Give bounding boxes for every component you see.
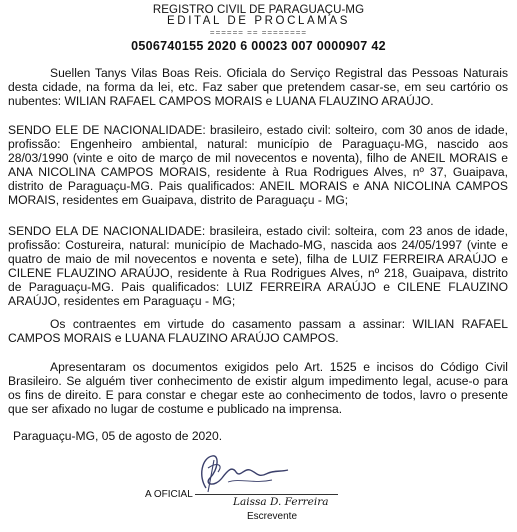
handwritten-signature <box>188 448 308 498</box>
stamp-role: Escrevente <box>247 511 298 522</box>
documents-paragraph: Apresentaram os documentos exigidos pelo Art. 1525 e incisos do Código Civil Brasileiro. Se alguém tiver conhecimento de existir algum impedimento legal, acuse-o para os fins de direito. E para constar e chegar este ao conhecimento de todos, lavro o presente que ser afixado no lugar de costume e publicado na imprensa. <box>8 360 508 416</box>
married-names-paragraph: Os contraentes em virtude do casamento passam a assinar: WILIAN RAFAEL CAMPOS MORAIS e LUANA FLAUZINO ARAÚJO CAMPOS. <box>8 317 508 345</box>
document-title: EDITAL DE PROCLAMAS <box>167 15 350 27</box>
title-underline: ====== == ======== <box>209 28 308 37</box>
registry-office-header: REGISTRO CIVIL DE PARAGUAÇU-MG <box>152 4 365 16</box>
groom-paragraph: SENDO ELE DE NACIONALIDADE: brasileiro, estado civil: solteiro, com 30 anos de idade, profissão: Engenheiro ambiental, natural: município de Paraguaçu-MG, nascido aos 28/03/1990 (vinte e oito de março de mil novecentos e noventa), filho de ANEIL MORAIS e ANA NICOLINA CAMPOS MORAIS, residente à Rua Rodrigues Alves, nº 37, Guaipava, distrito de Paraguaçu-MG. Pais qualificados: ANEIL MORAIS e ANA NICOLINA CAMPOS MORAIS, residentes em Guaipava, distrito de Paraguaçu - MG; <box>8 123 508 207</box>
intro-paragraph: Suellen Tanys Vilas Boas Reis. Oficiala do Serviço Registral das Pessoas Naturais desta cidade, na forma da lei, etc. Faz saber que pretendem casar-se, em seu cartório os nubentes: WILIAN RAFAEL CAMPOS MORAIS e LUANA FLAUZINO ARAÚJO. <box>8 66 508 108</box>
place-date: Paraguaçu-MG, 05 de agosto de 2020. <box>13 429 223 443</box>
registration-number: 0506740155 2020 6 00023 007 0000907 42 <box>131 39 386 53</box>
signature-caption: A OFICIAL <box>145 489 193 500</box>
stamp-name: Laissa D. Ferreira <box>233 496 329 508</box>
bride-paragraph: SENDO ELA DE NACIONALIDADE: brasileira, estado civil: solteira, com 23 anos de idade, profissão: Costureira, natural: município de Machado-MG, nascida aos 24/05/1997 (vinte e quatro de maio de mil novecentos e noventa e sete), filha de LUIZ FERREIRA ARAÚJO e CILENE FLAUZINO ARAÚJO, residente à Rua Rodrigues Alves, nº 218, Guaipava, distrito de Paraguaçu-MG. Pais qualificados: LUIZ FERREIRA ARAÚJO e CILENE FLAUZINO ARAÚJO, residentes em Paraguaçu - MG; <box>8 224 508 308</box>
